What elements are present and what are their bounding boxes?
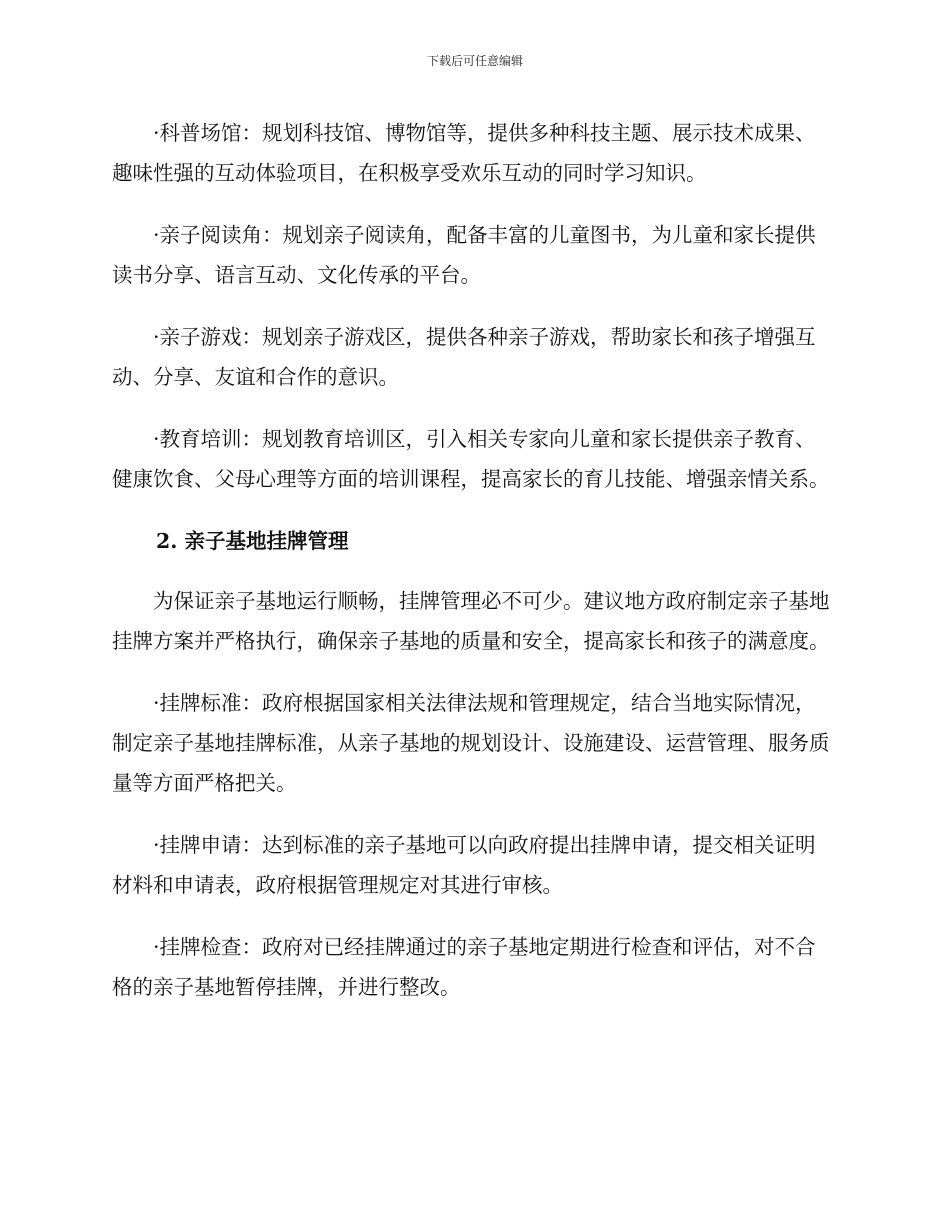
paragraph-parent-child-games: ·亲子游戏：规划亲子游戏区，提供各种亲子游戏，帮助家长和孩子增强互动、分享、友谊和合作的意识。 bbox=[112, 325, 816, 389]
paragraph-education-training: ·教育培训：规划教育培训区，引入相关专家向儿童和家长提供亲子教育、健康饮食、父母心理等方面的培训课程，提高家长的育儿技能、增强亲情关系。 bbox=[112, 427, 830, 491]
page-header: 下载后可任意编辑 bbox=[426, 54, 523, 68]
document-body bbox=[112, 113, 830, 1029]
paragraph-science-venue: ·科普场馆：规划科技馆、博物馆等，提供多种科技主题、展示技术成果、趣味性强的互动体验项目，在积极享受欢乐互动的同时学习知识。 bbox=[112, 121, 816, 185]
section-heading: 2. 亲子基地挂牌管理 bbox=[156, 529, 349, 553]
paragraph-license-intro: 为保证亲子基地运行顺畅，挂牌管理必不可少。建议地方政府制定亲子基地挂牌方案并严格执行，确保亲子基地的质量和安全，提高家长和孩子的满意度。 bbox=[112, 589, 830, 653]
paragraph-license-standard: ·挂牌标准：政府根据国家相关法律法规和管理规定，结合当地实际情况，制定亲子基地挂牌标准，从亲子基地的规划设计、设施建设、运营管理、服务质量等方面严格把关。 bbox=[112, 691, 830, 795]
paragraph-reading-corner: ·亲子阅读角：规划亲子阅读角，配备丰富的儿童图书，为儿童和家长提供读书分享、语言互动、文化传承的平台。 bbox=[112, 223, 816, 287]
paragraph-license-inspection: ·挂牌检查：政府对已经挂牌通过的亲子基地定期进行检查和评估，对不合格的亲子基地暂停挂牌，并进行整改。 bbox=[112, 935, 816, 999]
paragraph-license-application: ·挂牌申请：达到标准的亲子基地可以向政府提出挂牌申请，提交相关证明材料和申请表，政府根据管理规定对其进行审核。 bbox=[112, 833, 816, 897]
